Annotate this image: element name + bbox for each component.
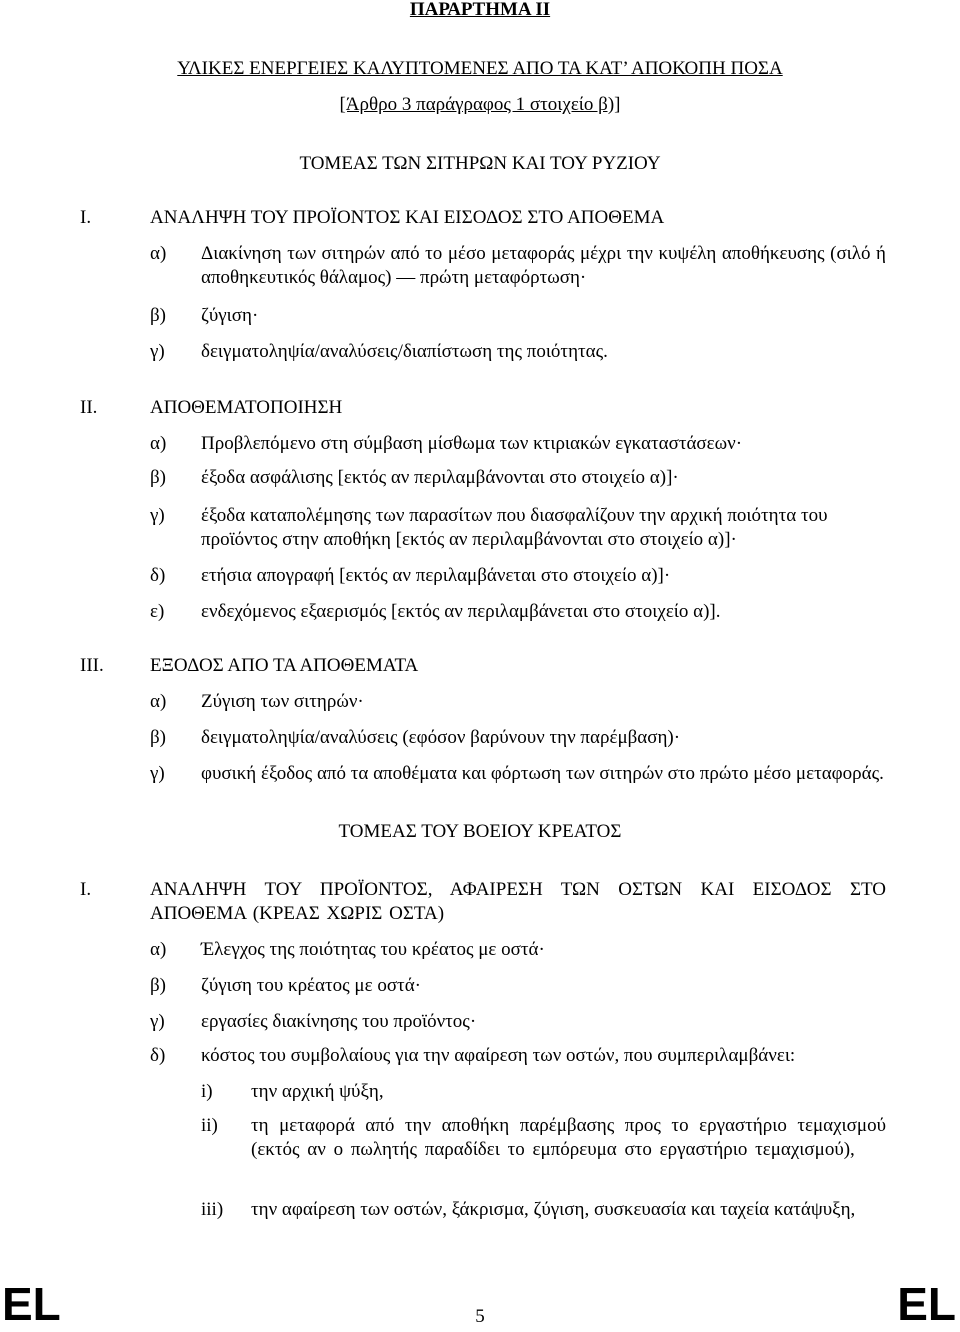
list-item [150,938,886,962]
list-item [150,304,886,328]
item-label: β) [150,467,166,488]
item-text: ετήσια απογραφή [εκτός αν περιλαμβάνεται στο στοιχείο α)]· [201,565,671,586]
subitem-text: την αρχική ψύξη, [251,1081,384,1102]
subitem-text: τη μεταφορά από την αποθήκη παρέμβασης προς το εργαστήριο τεμαχισμού (εκτός αν ο πωλητής παραδίδει το εμπόρευμα στο εργαστήριο τεμαχισμού), [251,1115,886,1160]
section-number: III. [80,655,104,676]
sector-beef-title: ΤΟΜΕΑΣ ΤΟΥ ΒΟΕΙΟΥ ΚΡΕΑΤΟΣ [338,821,622,842]
sub-list-item [201,1080,886,1104]
subitem-text: την αφαίρεση των οστών, ξάκρισμα, ζύγιση, συσκευασία και ταχεία κατάψυξη, [251,1199,856,1220]
sub-list-item [201,1198,886,1222]
item-label: α) [150,691,167,712]
list-item [150,974,886,998]
language-code-right: EL [897,1278,956,1330]
annex-title: ΠΑΡΑΡΤΗΜΑ ΙΙ [409,0,551,20]
item-text: κόστος του συμβολαίους για την αφαίρεση των οστών, που συμπεριλαμβάνει: [201,1045,796,1066]
list-item [150,1044,886,1068]
item-label: δ) [150,1045,166,1066]
item-text: Ζύγιση των σιτηρών· [201,691,364,712]
subitem-label: i) [201,1081,213,1102]
section-title: ΑΠΟΘΕΜΑΤΟΠΟΙΗΣΗ [150,397,343,418]
page-number: 5 [475,1306,485,1327]
item-label: γ) [150,763,165,784]
language-code-left: EL [2,1278,61,1330]
annex-subtitle: ΥΛΙΚΕΣ ΕΝΕΡΓΕΙΕΣ ΚΑΛΥΠΤΟΜΕΝΕΣ ΑΠΟ ΤΑ ΚΑΤ’ ΑΠΟΚΟΠΗ ΠΟΣΑ [177,58,783,79]
sub-list-item [201,1114,886,1162]
item-text: εργασίες διακίνησης του προϊόντος· [201,1011,477,1032]
list-item [150,242,886,290]
item-label: ε) [150,601,165,622]
item-text: ζύγιση του κρέατος με οστά· [201,975,421,996]
item-text: έξοδα καταπολέμησης των παρασίτων που διασφαλίζουν την αρχική ποιότητα του προϊόντος στην αποθήκη [εκτός αν περιλαμβάνονται στο στοιχείο α)]· [201,505,828,550]
sector-cereals-title: ΤΟΜΕΑΣ ΤΩΝ ΣΙΤΗΡΩΝ ΚΑΙ ΤΟΥ ΡΥΖΙΟΥ [299,153,661,174]
section-title: ΑΝΑΛΗΨΗ ΤΟΥ ΠΡΟΪΟΝΤΟΣ, ΑΦΑΙΡΕΣΗ ΤΩΝ ΟΣΤΩΝ ΚΑΙ ΕΙΣΟΔΟΣ ΣΤΟ ΑΠΟΘΕΜΑ (ΚΡΕΑΣ ΧΩΡΙΣ ΟΣΤΑ) [150,879,886,924]
section-title: ΕΞΟΔΟΣ ΑΠΟ ΤΑ ΑΠΟΘΕΜΑΤΑ [150,655,419,676]
list-item [150,432,886,456]
list-item [150,504,886,552]
item-text: ενδεχόμενος εξαερισμός [εκτός αν περιλαμβάνεται στο στοιχείο α)]. [201,601,721,622]
item-text: φυσική έξοδος από τα αποθέματα και φόρτωση των σιτηρών στο πρώτο μέσο μεταφοράς. [201,763,884,784]
item-label: γ) [150,341,165,362]
list-item [150,690,886,714]
section-number: I. [80,207,92,228]
section-title: ΑΝΑΛΗΨΗ ΤΟΥ ΠΡΟΪΟΝΤΟΣ ΚΑΙ ΕΙΣΟΔΟΣ ΣΤΟ ΑΠΟΘΕΜΑ [150,207,665,228]
item-text: Προβλεπόμενο στη σύμβαση μίσθωμα των κτιριακών εγκαταστάσεων· [201,433,743,454]
item-label: γ) [150,1011,165,1032]
list-item [150,726,886,750]
item-label: γ) [150,505,165,526]
item-label: β) [150,975,166,996]
section-number: I. [80,879,92,900]
list-item [150,1010,886,1034]
section-number: II. [80,397,98,418]
list-item [150,762,886,786]
item-label: β) [150,727,166,748]
item-text: δειγματοληψία/αναλύσεις (εφόσον βαρύνουν την παρέμβαση)· [201,727,681,748]
item-label: δ) [150,565,166,586]
subitem-label: ii) [201,1115,218,1136]
list-item [150,340,886,364]
subitem-label: iii) [201,1199,224,1220]
item-text: Έλεγχος της ποιότητας του κρέατος με οστά· [201,939,545,960]
list-item [150,564,886,588]
item-label: α) [150,939,167,960]
item-text: Διακίνηση των σιτηρών από το μέσο μεταφοράς μέχρι την κυψέλη αποθήκευσης (σιλό ή αποθηκευτικός θάλαμος) — πρώτη μεταφόρτωση· [201,243,886,288]
item-label: α) [150,243,167,264]
item-text: έξοδα ασφάλισης [εκτός αν περιλαμβάνονται στο στοιχείο α)]· [201,467,679,488]
list-item [150,466,886,490]
item-label: α) [150,433,167,454]
item-text: δειγματοληψία/αναλύσεις/διαπίστωση της ποιότητας. [201,341,608,362]
list-item [150,600,886,624]
item-label: β) [150,305,166,326]
item-text: ζύγιση· [201,305,259,326]
article-reference: [Άρθρο 3 παράγραφος 1 στοιχείο β)] [339,94,621,115]
